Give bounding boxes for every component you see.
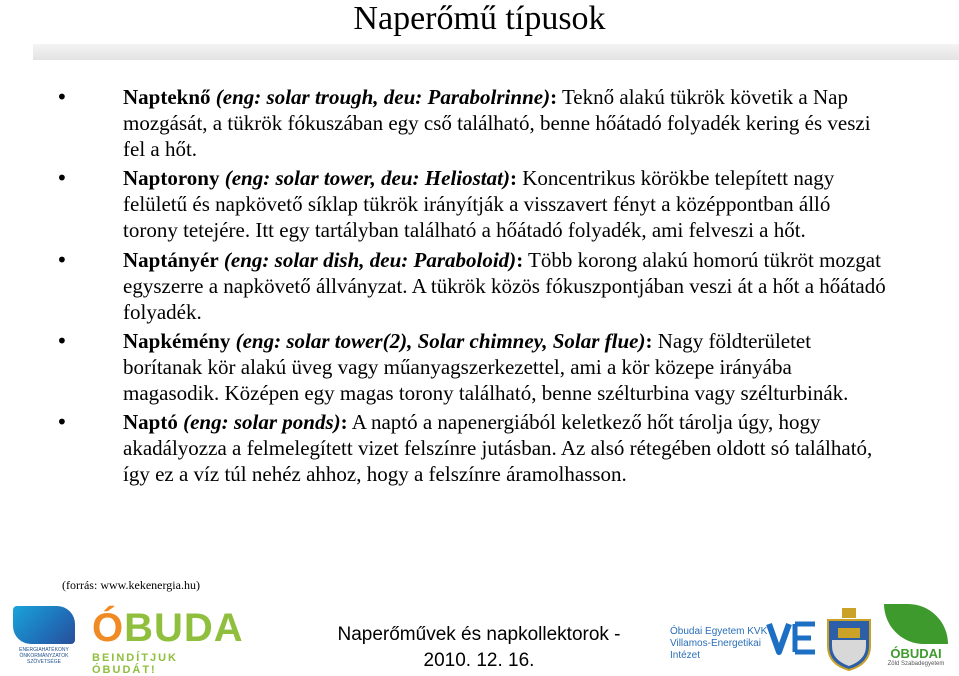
bullet-marker: • [56,410,68,435]
bullet-marker: • [56,85,68,109]
obudai-logo-name: ÓBUDAI [890,646,942,661]
bullet-item-naptó [0,409,959,487]
obuda-logo-slogan: BEINDÍTJUK ÓBUDÁT! [92,652,179,676]
bullet-term: Napteknő [123,85,211,109]
bullet-marker: • [56,328,68,353]
institute-logo-text: Óbudai Egyetem KVK Villamos-Energetikai Intézet [670,626,768,661]
bullet-term: Napkémény [123,328,231,353]
bullet-item-naptorony [0,165,959,243]
bullet-text: Teknő alakú tükrök követik a Nap mozgását, a tükrök fókuszában egy cső található, benne hőátadó folyadék kering és veszi fel a hőt. [123,85,871,162]
bullet-item-napkémény [0,328,959,406]
bullet-item-napteknő [0,84,959,162]
bullet-item-naptányér [0,247,959,325]
bullet-colon: : [340,410,348,435]
energiahatekony-logo [9,606,79,674]
bullet-parenthetical: (eng: solar trough, deu: Parabolrinne) [215,85,551,109]
obuda-logo [92,606,244,676]
bullet-marker: • [56,166,68,191]
bullet-text: Nagy földterületet borítanak kör alakú üveg vagy műanyagszerkezettel, ami a kör közepe irányába magasodik. Középen egy magas torony található, benne szélturbina vagy szélturbinák. [123,328,849,406]
title-divider [33,44,959,60]
bullet-term: Naptányér [123,247,219,272]
bullet-colon: : [645,328,653,353]
obudai-zold-logo [880,604,952,674]
bullet-text: Több korong alakú homorú tükröt mozgat egyszerre a napkövető állványzat. A tükrök közös fókuszpontjában veszi át a hőt a hőátadó folyadék. [123,247,886,324]
energiahatekony-logo-text: ENERGIAHATÉKONY ÖNKORMÁNYZATOK SZÖVETSÉGE [19,647,69,665]
bullet-parenthetical: (eng: solar dish, deu: Paraboloid) [223,247,517,272]
slide-title: Naperőmű típusok [353,0,606,37]
bullet-parenthetical: (eng: solar tower(2), Solar chimney, Solar flue) [235,328,646,353]
bullet-marker: • [56,247,68,272]
bullet-parenthetical: (eng: solar ponds) [183,410,341,435]
coat-of-arms-icon [822,606,876,672]
footer-date: 2010. 12. 16. [423,650,535,671]
footer-title [326,622,632,674]
bullet-colon: : [516,247,524,272]
source-note: (forrás: www.kekenergia.hu) [62,578,200,592]
bullet-list [0,84,959,490]
bullet-colon: : [509,166,517,191]
bullet-term: Naptó [123,410,178,435]
bullet-colon: : [550,85,558,109]
obudai-logo-sub: Zöld Szabadegyetem [887,661,945,667]
obuda-logo-rest: BUDA [124,606,244,650]
bullet-parenthetical: (eng: solar tower, deu: Heliostat) [224,166,510,191]
bullet-term: Naptorony [123,166,220,191]
bullet-text: Koncentrikus körökbe telepített nagy felületű és napkövető síklap tükrök irányítják a visszavert fényt a középpontban álló torony tetejére. Itt egy tartályban található a hőátadó folyadék, ami felveszi a hőt. [123,166,835,243]
energiahatekony-logo-icon [13,606,75,644]
ve-logo [765,618,819,658]
leaf-icon [884,604,948,644]
obuda-logo-o-letter: Ó [92,606,125,650]
footer [0,600,959,676]
obuda-logo-wordmark [92,606,242,650]
footer-title-line1: Naperőművek és napkollektorok - [337,624,621,645]
bullet-text: A naptó a napenergiából keletkező hőt tárolja úgy, hogy akadályozza a felmelegített vizet felszínre jutásban. Az alsó rétegében oldott só található, így ez a víz túl nehéz ahhoz, hogy a felszínre áramolhasson. [123,410,873,487]
